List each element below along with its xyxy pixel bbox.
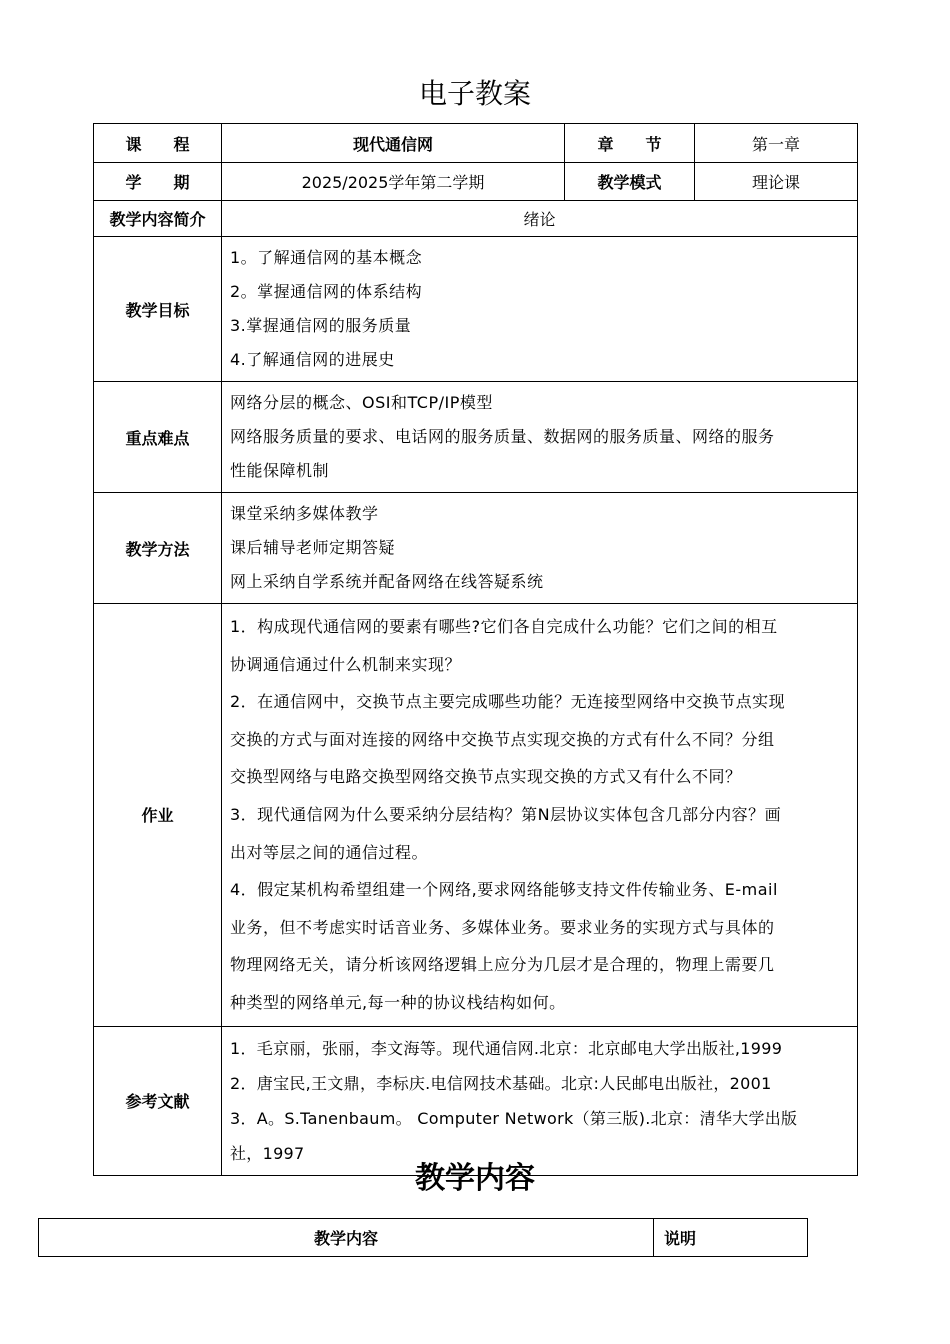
mode-label: 教学模式 (565, 163, 695, 201)
homework-line: 4．假定某机构希望组建一个网络,要求网络能够支持文件传输业务、E-mail (230, 880, 778, 900)
reference-line: 3．A。S.Tanenbaum。 Computer Network（第三版).北京：清华大学出版 (230, 1108, 798, 1128)
homework-row (94, 604, 858, 1027)
intro-value: 绪论 (222, 201, 858, 237)
method-line: 课后辅导老师定期答疑 (230, 538, 396, 557)
objective-line: 4.了解通信网的进展史 (230, 350, 395, 369)
homework-line: 2．在通信网中，交换节点主要完成哪些功能？无连接型网络中交换节点实现 (230, 692, 786, 712)
homework-content (222, 604, 858, 1027)
homework-line: 1．构成现代通信网的要素有哪些?它们各自完成什么功能？它们之间的相互 (230, 617, 778, 636)
course-label: 课 程 (94, 124, 222, 163)
course-row (94, 124, 858, 163)
intro-row (94, 201, 858, 237)
note-column-header: 说明 (654, 1219, 808, 1257)
homework-line: 出对等层之间的通信过程。 (230, 842, 429, 862)
homework-line: 种类型的网络单元,每一种的协议栈结构如何。 (230, 992, 566, 1012)
reference-line: 1．毛京丽，张丽，李文海等。现代通信网.北京：北京邮电大学出版社,1999 (230, 1038, 783, 1058)
key-points-label: 重点难点 (94, 382, 222, 493)
key-point-line: 性能保障机制 (230, 461, 330, 480)
key-points-row (94, 382, 858, 493)
key-point-line: 网络服务质量的要求、电话网的服务质量、数据网的服务质量、网络的服务 (230, 427, 775, 446)
objective-line: 1。了解通信网的基本概念 (230, 248, 423, 267)
section-title: 教学内容 (415, 1161, 535, 1196)
term-value: 2025/2025学年第二学期 (222, 163, 565, 201)
homework-label: 作业 (94, 604, 222, 1027)
references-content (222, 1026, 858, 1175)
term-row (94, 163, 858, 201)
intro-label: 教学内容简介 (94, 201, 222, 237)
homework-line: 3．现代通信网为什么要采纳分层结构？第N层协议实体包含几部分内容？画 (230, 804, 782, 824)
lesson-plan-table (93, 123, 858, 1176)
reference-line: 社，1997 (230, 1143, 305, 1163)
objectives-content (222, 237, 858, 382)
methods-row (94, 493, 858, 604)
homework-line: 交换的方式与面对连接的网络中交换节点实现交换的方式有什么不同？分组 (230, 729, 775, 749)
content-column-header: 教学内容 (39, 1219, 654, 1257)
references-row (94, 1026, 858, 1175)
document-title: 电子教案 (418, 77, 531, 110)
objective-line: 2。掌握通信网的体系结构 (230, 282, 423, 301)
chapter-value: 第一章 (695, 124, 858, 163)
reference-line: 2．唐宝民,王文鼎，李标庆.电信网技术基础。北京:人民邮电出版社，2001 (230, 1073, 772, 1093)
objective-line: 3.掌握通信网的服务质量 (230, 316, 412, 335)
mode-value: 理论课 (695, 163, 858, 201)
homework-line: 物理网络无关，请分析该网络逻辑上应分为几层才是合理的，物理上需要几 (230, 955, 775, 975)
method-line: 网上采纳自学系统并配备网络在线答疑系统 (230, 572, 544, 591)
methods-content (222, 493, 858, 604)
teaching-content-header-row (39, 1219, 808, 1257)
methods-label: 教学方法 (94, 493, 222, 604)
homework-line: 业务，但不考虑实时话音业务、多媒体业务。要求业务的实现方式与具体的 (230, 917, 775, 937)
term-label: 学 期 (94, 163, 222, 201)
method-line: 课堂采纳多媒体教学 (230, 504, 379, 523)
homework-line: 协调通信通过什么机制来实现？ (230, 654, 462, 674)
key-point-line: 网络分层的概念、OSI和TCP/IP模型 (230, 393, 493, 412)
objectives-label: 教学目标 (94, 237, 222, 382)
homework-line: 交换型网络与电路交换型网络交换节点实现交换的方式又有什么不同？ (230, 767, 742, 787)
objectives-row (94, 237, 858, 382)
teaching-content-table (38, 1218, 808, 1257)
references-label: 参考文献 (94, 1026, 222, 1175)
chapter-label: 章 节 (565, 124, 695, 163)
key-points-content (222, 382, 858, 493)
course-value: 现代通信网 (222, 124, 565, 163)
